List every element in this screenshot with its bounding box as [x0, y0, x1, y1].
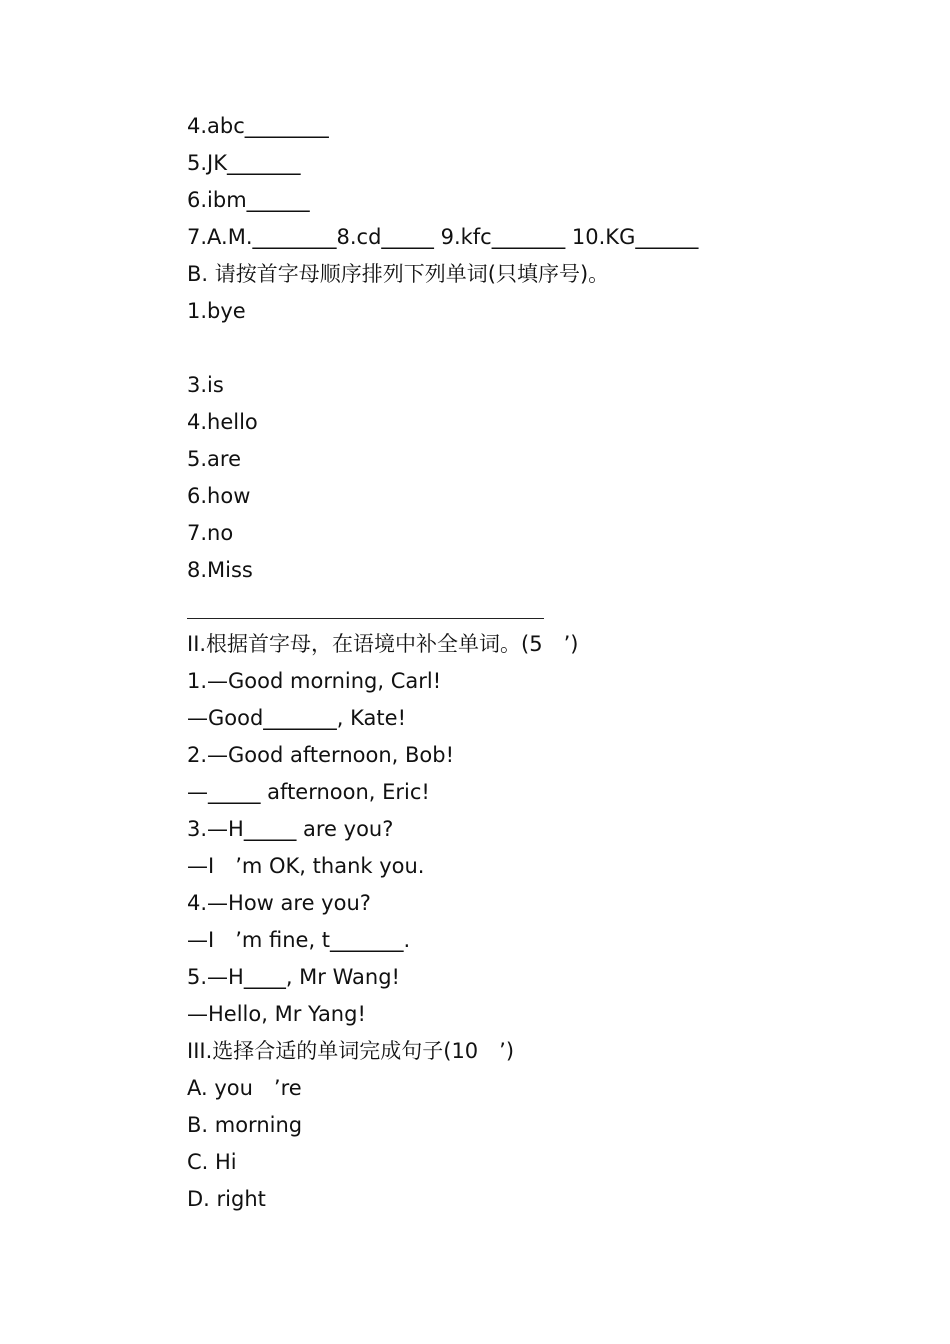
section-b-item-5: 5.are [187, 447, 241, 471]
document-content [187, 108, 887, 1218]
section-ii-line-6: —I ’m OK, thank you. [187, 854, 425, 878]
section-a-item-4: 4.abc________ [187, 114, 329, 138]
section-iii-heading: III.选择合适的单词完成句子(10 ’) [187, 1039, 515, 1063]
section-ii-line-5: 3.—H_____ are you? [187, 817, 394, 841]
section-a-item-5: 5.JK_______ [187, 151, 301, 175]
section-b-heading: B. 请按首字母顺序排列下列单词(只填序号)。 [187, 262, 610, 286]
section-b-item-6: 6.how [187, 484, 251, 508]
section-ii-line-8: —I ’m fine, t_______. [187, 928, 411, 952]
section-ii-line-1: 1.—Good morning, Carl! [187, 669, 442, 693]
blank-line [187, 330, 887, 367]
section-a-items-7-10: 7.A.M.________8.cd_____ 9.kfc_______ 10.KG______ [187, 225, 699, 249]
section-ii-line-9: 5.—H____, Mr Wang! [187, 965, 400, 989]
section-b-item-4: 4.hello [187, 410, 258, 434]
section-ii-line-7: 4.—How are you? [187, 891, 371, 915]
section-iii-option-c: C. Hi [187, 1150, 237, 1174]
section-ii-heading: II.根据首字母，在语境中补全单词。(5 ’) [187, 632, 579, 656]
section-a-item-6: 6.ibm______ [187, 188, 310, 212]
section-b-item-1: 1.bye [187, 299, 246, 323]
section-iii-option-b: B. morning [187, 1113, 303, 1137]
section-ii-line-10: —Hello, Mr Yang! [187, 1002, 366, 1026]
section-b-item-7: 7.no [187, 521, 234, 545]
section-iii-option-a: A. you ’re [187, 1076, 302, 1100]
answer-rule [187, 589, 887, 626]
section-b-item-3: 3.is [187, 373, 224, 397]
section-ii-line-4: —_____ afternoon, Eric! [187, 780, 430, 804]
section-ii-line-3: 2.—Good afternoon, Bob! [187, 743, 454, 767]
section-b-item-8: 8.Miss [187, 558, 253, 582]
section-iii-option-d: D. right [187, 1187, 266, 1211]
section-ii-line-2: —Good_______, Kate! [187, 706, 406, 730]
answer-rule-line [187, 618, 544, 619]
